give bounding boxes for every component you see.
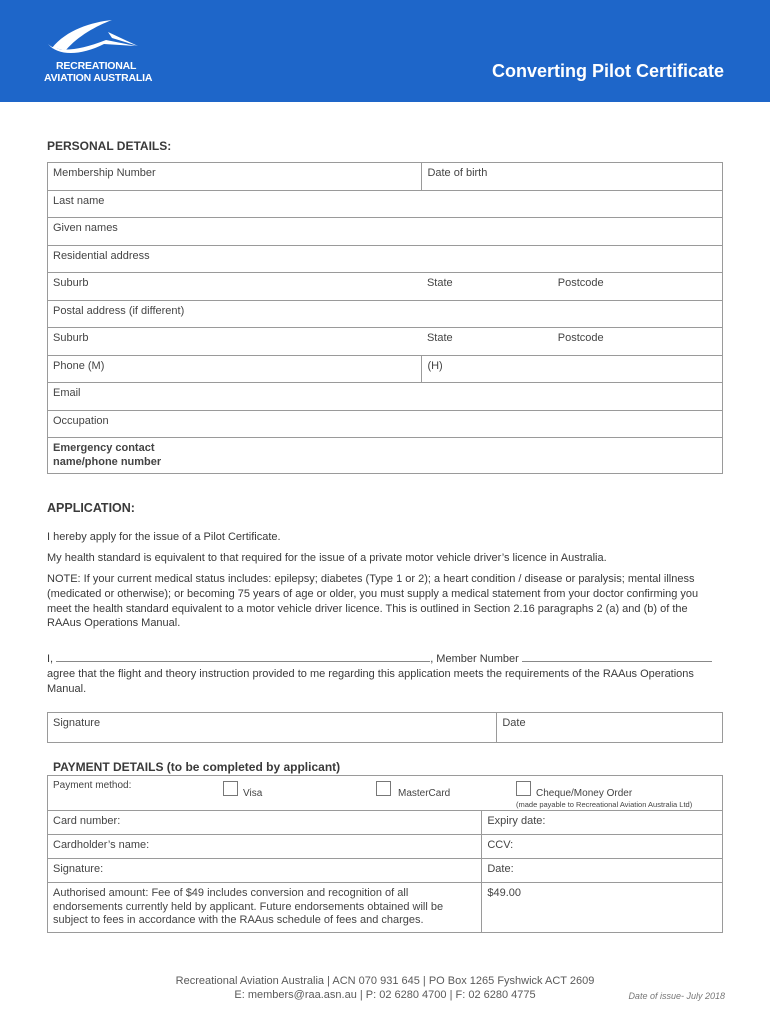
declaration-member-number: , Member Number	[430, 653, 519, 665]
personal-details-table	[47, 162, 723, 474]
expiry-date-field[interactable]: Expiry date:	[482, 811, 723, 835]
visa-checkbox[interactable]	[223, 781, 238, 796]
membership-number-field[interactable]: Membership Number	[48, 163, 422, 191]
declaration-rest: agree that the flight and theory instruction provided to me regarding this application meets the requirements of the RAAus Operations Manual.	[47, 667, 694, 695]
postal-state-field[interactable]: State	[422, 328, 553, 356]
card-number-field[interactable]: Card number:	[48, 811, 482, 835]
wing-swoosh-icon	[46, 18, 142, 56]
phone-home-field[interactable]: (H)	[422, 355, 723, 383]
amount-value: $49.00	[482, 883, 723, 933]
emergency-contact-label-1: Emergency contact	[53, 442, 155, 454]
residential-postcode-field[interactable]: Postcode	[553, 273, 723, 301]
declaration-paragraph	[47, 652, 723, 696]
postal-address-field[interactable]: Postal address (if different)	[48, 300, 723, 328]
form-title: Converting Pilot Certificate	[491, 61, 724, 81]
cheque-label: Cheque/Money Order	[536, 788, 633, 799]
application-signature-field[interactable]: Signature	[48, 713, 497, 743]
payment-method-label: Payment method:	[53, 780, 132, 791]
residential-state-field[interactable]: State	[422, 273, 553, 301]
postal-postcode-field[interactable]: Postcode	[553, 328, 723, 356]
mastercard-label: MasterCard	[398, 788, 451, 799]
phone-mobile-field[interactable]: Phone (M)	[48, 355, 422, 383]
authorised-amount-text: Authorised amount: Fee of $49 includes conversion and recognition of all endorsements currently held by applicant. Future endorsements obtained will be subject to fees in accordance with the RAAus schedule of fees and charges.	[48, 883, 482, 933]
cardholder-name-field[interactable]: Cardholder’s name:	[48, 835, 482, 859]
application-heading: APPLICATION:	[47, 501, 135, 515]
last-name-field[interactable]: Last name	[48, 190, 723, 218]
payment-signature-field[interactable]: Signature:	[48, 859, 482, 883]
applicant-name-line[interactable]	[56, 652, 430, 662]
date-of-birth-field[interactable]: Date of birth	[422, 163, 723, 191]
application-paragraph-2: My health standard is equivalent to that required for the issue of a private motor vehicle driver’s licence in Australia.	[47, 552, 607, 564]
postal-suburb-field[interactable]: Suburb	[48, 328, 422, 356]
cheque-note: (made payable to Recreational Aviation Australia Ltd)	[516, 800, 693, 809]
member-number-line[interactable]	[522, 652, 712, 662]
logo-text-line1: RECREATIONAL	[56, 60, 137, 72]
application-note: NOTE: If your current medical status includes: epilepsy; diabetes (Type 1 or 2); a heart condition / disease or paralysis; mental illness (medicated or otherwise); or becoming 75 years of age or older, you must supply a medical statement from your doctor confirming you meet the health standard equivalent to a motor vehicle driver licence. This is outlined in Section 2.16 paragraphs 2 (a) and (b) of the RAAus Operations Manual.	[47, 573, 699, 630]
emergency-contact-field[interactable]	[48, 438, 723, 474]
application-paragraph-1: I hereby apply for the issue of a Pilot Certificate.	[47, 531, 281, 543]
payment-date-field[interactable]: Date:	[482, 859, 723, 883]
payment-details-heading: PAYMENT DETAILS (to be completed by applicant)	[53, 760, 341, 774]
visa-label: Visa	[243, 788, 263, 799]
payment-details-table	[47, 775, 723, 933]
footer-line-2: E: members@raa.asn.au | P: 02 6280 4700 | F: 02 6280 4775	[234, 989, 536, 1001]
mastercard-checkbox[interactable]	[376, 781, 391, 796]
date-of-issue: Date of issue- July 2018	[628, 991, 725, 1001]
application-signature-table	[47, 712, 723, 743]
email-field[interactable]: Email	[48, 383, 723, 411]
given-names-field[interactable]: Given names	[48, 218, 723, 246]
declaration-i: I,	[47, 653, 54, 665]
header-banner	[0, 0, 770, 102]
cheque-checkbox[interactable]	[516, 781, 531, 796]
residential-suburb-field[interactable]: Suburb	[48, 273, 422, 301]
raa-logo	[44, 18, 154, 88]
footer-line-1: Recreational Aviation Australia | ACN 070 931 645 | PO Box 1265 Fyshwick ACT 2609	[175, 975, 595, 987]
personal-details-heading: PERSONAL DETAILS:	[47, 139, 172, 153]
occupation-field[interactable]: Occupation	[48, 410, 723, 438]
residential-address-field[interactable]: Residential address	[48, 245, 723, 273]
logo-text-line2: AVIATION AUSTRALIA	[44, 72, 153, 84]
payment-method-row	[48, 776, 723, 811]
application-date-field[interactable]: Date	[497, 713, 723, 743]
emergency-contact-label-2: name/phone number	[53, 456, 162, 468]
ccv-field[interactable]: CCV:	[482, 835, 723, 859]
